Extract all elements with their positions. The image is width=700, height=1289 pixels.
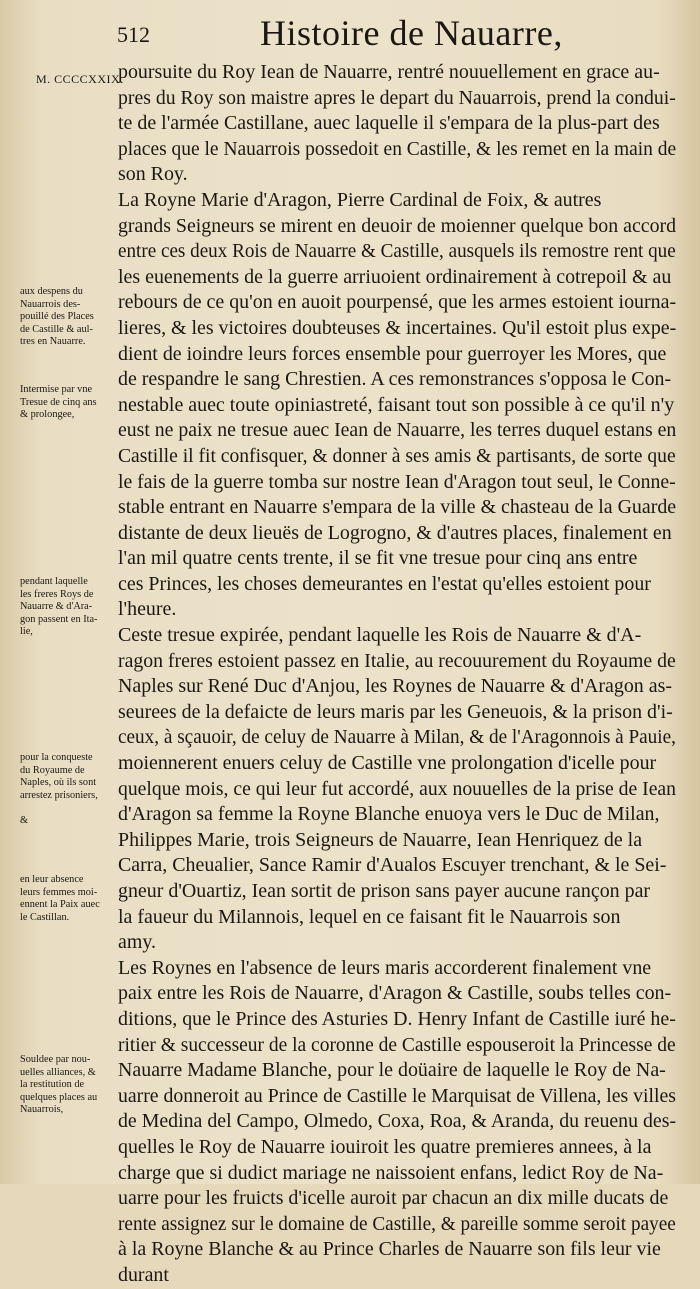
margin-note-line: leurs femmes moi- (20, 886, 98, 898)
margin-note-line: & prolongee, (20, 409, 75, 421)
text-line: uarre donneroit au Prince de Castille le Marquisat de Villena, les villes (118, 1084, 676, 1107)
text-line: amy. (118, 931, 157, 954)
text-line: stable entrant en Nauarre s'empara de la ville & chasteau de la Guarde (118, 496, 677, 519)
margin-note-line: tres en Nauarre. (20, 336, 86, 348)
margin-note-line: du Royaume de (20, 764, 85, 776)
text-line: lieres, & les victoires doubteuses & incertaines. Qu'il estoit plus expe- (118, 316, 677, 339)
text-line: Carra, Cheualier, Sance Ramir d'Aualos Escuyer trenchant, & le Sei- (118, 854, 667, 877)
text-line: ces Princes, les choses demeurantes en l'estat qu'elles estoient pour (118, 572, 651, 595)
margin-note-line: Naples, où ils sont (20, 777, 97, 789)
margin-note-line (20, 802, 116, 815)
text-line: entre ces deux Rois de Nauarre & Castille, ausquels ils remostre rent que (118, 240, 676, 263)
text-line: dient de ioindre leurs forces ensemble pour guerroyer les Mores, que (118, 342, 667, 365)
text-line: Philippes Marie, trois Seigneurs de Nauarre, Iean Henriquez de la (118, 828, 643, 851)
margin-note-line: pour la conqueste (20, 752, 93, 763)
margin-note-line: les freres Roys de (20, 588, 94, 600)
margin-note-line: en leur absence (20, 874, 84, 885)
text-line: te de l'armée Castillane, auec laquelle il s'empara de la plus-part des (118, 112, 660, 135)
margin-note-line: Souldee par nou- (20, 1054, 91, 1065)
margin-note (20, 576, 116, 639)
text-line: distante de deux lieuës de Logrogno, & d'autres places, finalement en (118, 521, 672, 544)
body-text (118, 60, 678, 1289)
margin-note (20, 1054, 116, 1117)
margin-note-line: le Castillan. (20, 911, 70, 923)
margin-note-line: ennent la Paix auec (20, 899, 100, 911)
text-line: Naples sur René Duc d'Anjou, les Roynes de Nauarre & d'Aragon as- (118, 675, 672, 698)
margin-note-line: pendant laquelle (20, 576, 88, 587)
text-line: de Medina del Campo, Olmedo, Coxa, Roa, & Aranda, du reuenu des- (118, 1110, 677, 1133)
text-line: charge que si dudict mariage ne naissoient enfans, ledict Roy de Na- (118, 1161, 664, 1184)
text-line: grands Seigneurs se mirent en deuoir de moienner quelque bon accord (118, 214, 677, 237)
margin-note (20, 752, 116, 828)
margin-note-line: pouillé des Places (20, 311, 94, 323)
text-line: Ceste tresue expirée, pendant laquelle les Rois de Nauarre & d'A- (118, 624, 642, 647)
text-line: pres du Roy son maistre apres le depart du Nauarrois, prend la condui- (118, 86, 676, 109)
margin-note-line: quelques places au (20, 1091, 98, 1103)
margin-note-line: Nauarre & d'Ara- (20, 601, 93, 613)
margin-note (20, 874, 116, 924)
text-line: seurees de la defaicte de leurs maris par les Geneuois, & la prison d'i- (118, 700, 673, 723)
text-line: ditions, que le Prince des Asturies D. Henry Infant de Castille iuré he- (118, 1007, 676, 1030)
margin-note-line: gon passent en Ita- (20, 613, 98, 625)
text-line: rente assignez sur le domaine de Castille, & pareille somme seroit payee (118, 1212, 676, 1235)
text-line: la faueur du Milannois, lequel en ce faisant fit le Nauarrois son (118, 905, 621, 928)
margin-note (20, 384, 116, 422)
text-line: durant (118, 1263, 169, 1286)
margin-note-line: uelles alliances, & (20, 1066, 96, 1078)
margin-note (20, 286, 116, 349)
margin-note-line: lie, (20, 626, 33, 638)
text-line: gneur d'Ouartiz, Iean sortit de prison sans payer aucune rançon par (118, 880, 651, 902)
text-line: eust ne paix ne tresue auec Iean de Nauarre, les terres duquel estans en (118, 419, 677, 442)
text-line: places que le Nauarrois possedoit en Castille, & les remet en la main de (118, 137, 677, 160)
text-line: moiennerent enuers celuy de Castille vne prolongation d'icelle pour (118, 752, 657, 775)
text-line: son Roy. (118, 163, 188, 186)
margin-note-line: de Castille & aul- (20, 323, 93, 335)
text-line: Castille il fit confisquer, & donner à ses amis & partisants, de sorte que (118, 444, 676, 467)
margin-note-line: arrestez prisoniers, (20, 789, 98, 801)
text-line: poursuite du Roy Iean de Nauarre, rentré nouuellement en grace au- (118, 61, 660, 83)
text-line: d'Aragon sa femme la Royne Blanche enuoya vers le Duc de Milan, (118, 803, 660, 826)
text-line: Nauarre Madame Blanche, pour le doüaire de laquelle le Roy de Na- (118, 1059, 666, 1082)
text-line: les euenements de la guerre arriuoient ordinairement à cotrepoil & au (118, 265, 672, 288)
margin-note-line: Tresue de cinq ans (20, 396, 97, 408)
text-line: ritier & successeur de la coronne de Castille espouseroit la Princesse de (118, 1033, 676, 1056)
margin-note-line: Nauarrois des- (20, 298, 81, 310)
text-line: La Royne Marie d'Aragon, Pierre Cardinal de Foix, & autres (118, 188, 602, 211)
text-line: l'an mil quatre cents trente, il se fit vne tresue pour cinq ans entre (118, 547, 638, 570)
text-line: à la Royne Blanche & au Prince Charles de Nauarre son fils leur vie (118, 1238, 661, 1261)
text-line: rebours de ce qu'on en auoit pourpensé, que les armes estoient iourna- (118, 291, 677, 314)
margin-note-line: Nauarrois, (20, 1104, 64, 1116)
margin-note-line: Intermise par vne (20, 384, 93, 395)
margin-note-line: aux despens du (20, 286, 83, 297)
text-line: ceux, à sçauoir, de celuy de Nauarre à Milan, & de l'Aragonnois à Pauie, (118, 726, 676, 749)
text-line: quelque mois, ce qui leur fut accordé, aux nouuelles de la prise de Iean (118, 777, 677, 800)
text-line: Les Roynes en l'absence de leurs maris accorderent finalement vne (118, 956, 652, 979)
text-line: de respandre le sang Chrestien. A ces remonstrances s'opposa le Con- (118, 368, 672, 391)
text-line: paix entre les Rois de Nauarre, d'Aragon & Castille, soubs telles con- (118, 982, 672, 1005)
page-number: 512 (117, 22, 150, 47)
text-line: le fais de la guerre tomba sur nostre Iean d'Aragon tout seul, le Conne- (118, 470, 676, 493)
text-line: nestable auec toute opiniastreté, faisant tout son possible à ce qu'il n'y (118, 393, 675, 416)
margin-note-line: la restitution de (20, 1079, 85, 1091)
text-line: l'heure. (118, 598, 177, 621)
running-title: Histoire de Nauarre, (260, 13, 563, 53)
year-margin-note: M. CCCCXXIX. (36, 72, 124, 86)
text-line: ragon freres estoient passez en Italie, au recouurement du Royaume de (118, 649, 676, 672)
text-line: quelles le Roy de Nauarre iouiroit les quatre premieres annees, à la (118, 1135, 652, 1158)
margin-note-line: & (20, 814, 29, 826)
text-line: uarre pour les fruicts d'icelle auroit par chacun an dix mille ducats de (118, 1187, 669, 1210)
